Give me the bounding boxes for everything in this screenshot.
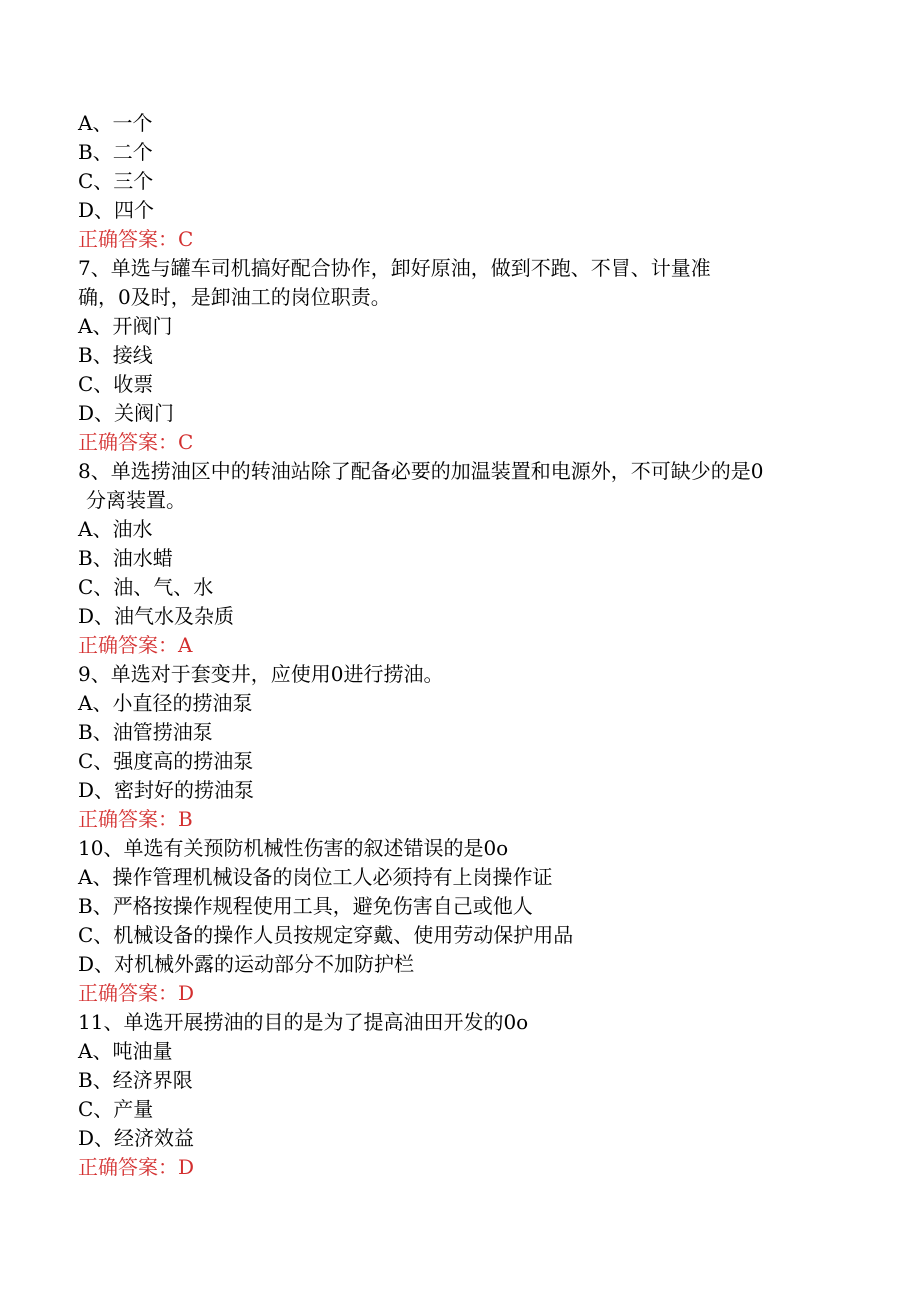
question-8 <box>78 457 858 660</box>
question-10 <box>78 834 858 1008</box>
question-stem-continued: 确，0及时，是卸油工的岗位职责。 <box>78 285 391 309</box>
correct-answer: 正确答案：B <box>78 807 193 831</box>
option-b: B、接线 <box>78 343 153 367</box>
question-stem: 8、单选捞油区中的转油站除了配备必要的加温装置和电源外，不可缺少的是0 <box>78 459 764 483</box>
question-7 <box>78 254 858 457</box>
question-stem-continued: 分离装置。 <box>86 488 186 512</box>
option-a: A、小直径的捞油泵 <box>78 691 253 715</box>
option-b: B、油管捞油泵 <box>78 720 213 744</box>
option-c: C、产量 <box>78 1097 154 1121</box>
option-a: A、一个 <box>78 111 153 135</box>
option-a: A、吨油量 <box>78 1039 173 1063</box>
correct-answer: 正确答案：C <box>78 227 194 251</box>
correct-answer: 正确答案：C <box>78 430 194 454</box>
option-c: C、收票 <box>78 372 154 396</box>
question-9 <box>78 660 858 834</box>
correct-answer: 正确答案：D <box>78 981 195 1005</box>
question-stem: 7、单选与罐车司机搞好配合协作，卸好原油，做到不跑、不冒、计量准 <box>78 256 711 280</box>
option-a: A、开阀门 <box>78 314 173 338</box>
option-c: C、机械设备的操作人员按规定穿戴、使用劳动保护用品 <box>78 923 574 947</box>
correct-answer: 正确答案：A <box>78 633 193 657</box>
question-stem: 11、单选开展捞油的目的是为了提高油田开发的0o <box>78 1010 529 1034</box>
correct-answer: 正确答案：D <box>78 1155 195 1179</box>
question-stem: 10、单选有关预防机械性伤害的叙述错误的是0o <box>78 836 509 860</box>
option-d: D、四个 <box>78 198 155 222</box>
option-d: D、密封好的捞油泵 <box>78 778 255 802</box>
option-c: C、油、气、水 <box>78 575 214 599</box>
option-c: C、三个 <box>78 169 154 193</box>
option-b: B、二个 <box>78 140 153 164</box>
option-d: D、对机械外露的运动部分不加防护栏 <box>78 952 415 976</box>
option-c: C、强度高的捞油泵 <box>78 749 254 773</box>
question-11 <box>78 1008 858 1182</box>
option-b: B、经济界限 <box>78 1068 193 1092</box>
prev-question-options <box>78 109 858 225</box>
option-d: D、油气水及杂质 <box>78 604 235 628</box>
option-b: B、油水蜡 <box>78 546 173 570</box>
option-d: D、经济效益 <box>78 1126 195 1150</box>
option-b: B、严格按操作规程使用工具，避免伤害自己或他人 <box>78 894 533 918</box>
document-page <box>78 109 858 1182</box>
option-a: A、操作管理机械设备的岗位工人必须持有上岗操作证 <box>78 865 553 889</box>
option-a: A、油水 <box>78 517 153 541</box>
question-stem: 9、单选对于套变井，应使用0进行捞油。 <box>78 662 444 686</box>
option-d: D、关阀门 <box>78 401 175 425</box>
